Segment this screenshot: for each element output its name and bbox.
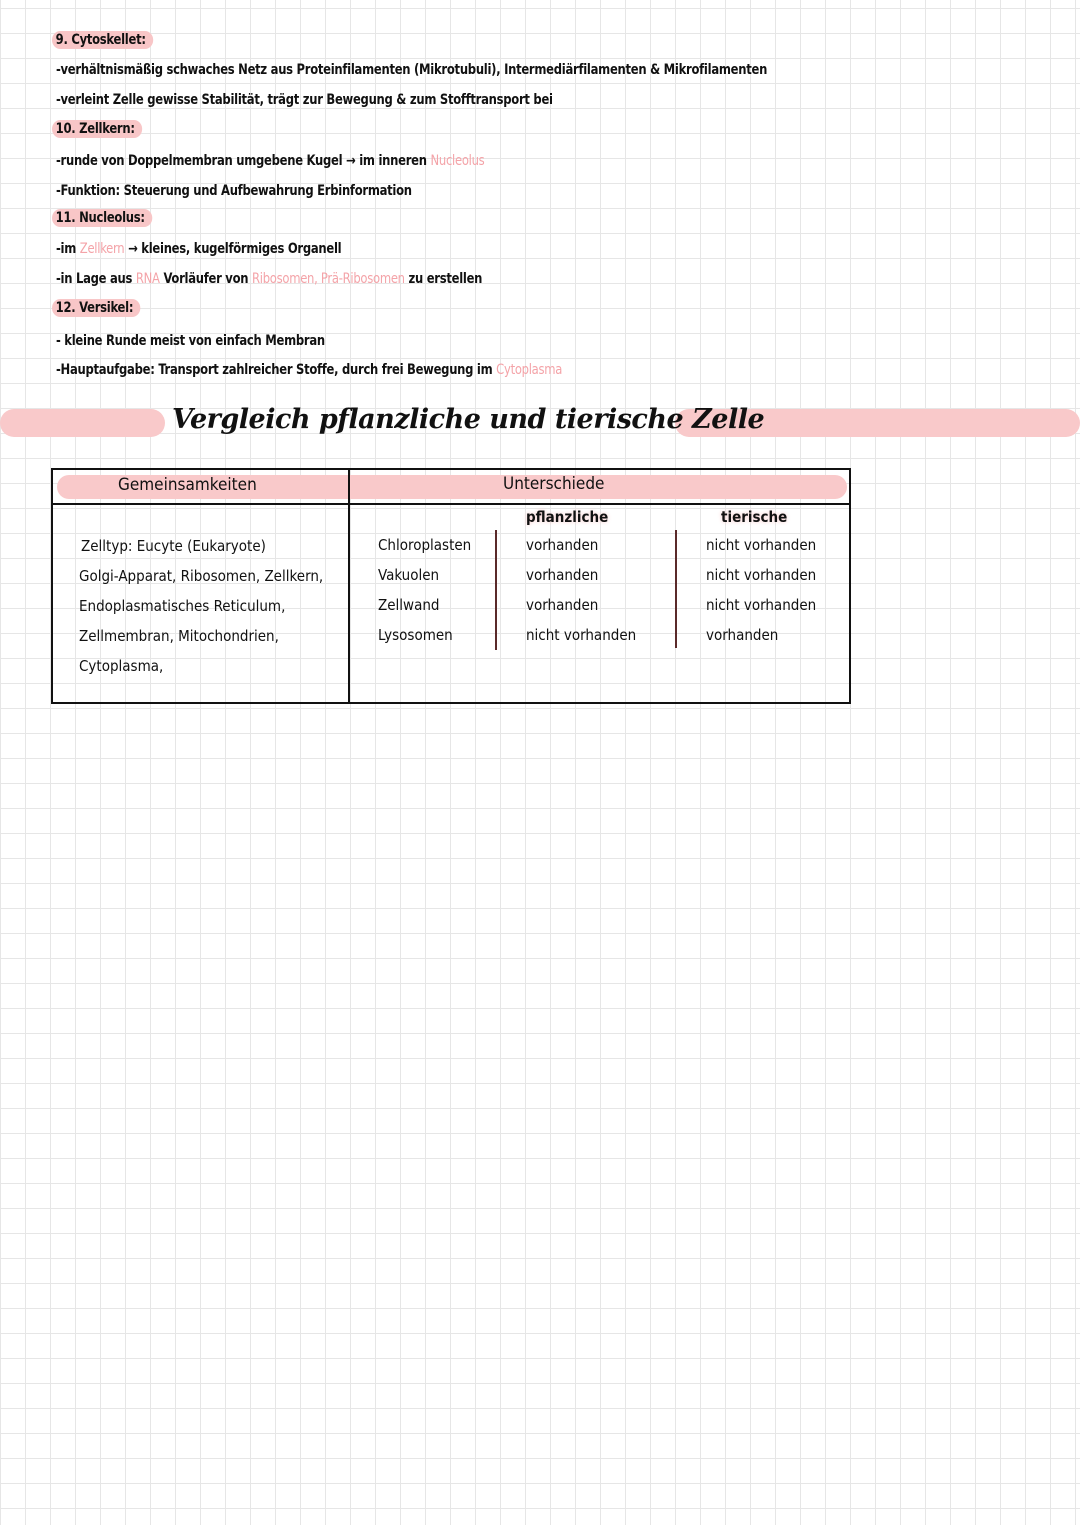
note-line [56,183,412,199]
highlighted-term: RNA [135,271,160,287]
text-segment: -Funktion: Steuerung und Aufbewahrung Erbinformation [56,183,412,199]
banner-left [0,409,165,437]
separator [675,530,677,648]
highlighted-term: Nucleolus [430,153,485,169]
table-header [53,470,849,505]
row-item: Vakuolen [378,566,440,584]
heading-text: 10. Zellkern: [52,120,142,138]
row-animal: nicht vorhanden [706,536,817,554]
row-item: Lysosomen [378,626,453,644]
comparison-table [51,468,851,704]
heading-text: 9. Cytoskellet: [52,31,153,49]
row-plant: nicht vorhanden [526,626,637,644]
header-common: Gemeinsamkeiten [118,475,257,495]
note-line [56,241,341,257]
section-heading [52,210,152,226]
note-line [56,92,553,108]
section-heading [52,32,153,48]
text-segment: -verhältnismäßig schwaches Netz aus Proteinfilamenten (Mikrotubuli), Intermediärfilamenten & Mikrofilamenten [56,62,768,78]
common-item: Endoplasmatisches Reticulum, [79,597,286,615]
common-item: Zelltyp: Eucyte (Eukaryote) [81,537,266,555]
row-item: Chloroplasten [378,536,472,554]
text-segment: -im [56,241,80,257]
common-item: Cytoplasma, [79,657,164,675]
text-segment: Vorläufer von [159,271,253,287]
highlighted-term: Ribosomen, Prä-Ribosomen [252,271,405,287]
row-animal: nicht vorhanden [706,566,817,584]
column-divider [348,470,350,702]
text-segment: -verleint Zelle gewisse Stabilität, trägt zur Bewegung & zum Stofftransport bei [56,92,553,108]
text-segment: - kleine Runde meist von einfach Membran [56,333,325,349]
section-heading [52,300,141,316]
text-segment: → kleines, kugelförmiges Organell [124,241,342,257]
note-line [56,62,767,78]
row-plant: vorhanden [526,536,599,554]
note-line [56,362,562,378]
section-heading [52,121,142,137]
highlighted-term: Cytoplasma [496,362,563,378]
heading-text: 11. Nucleolus: [52,209,152,227]
highlighted-term: Zellkern [79,241,125,257]
common-item: Zellmembran, Mitochondrien, [79,627,279,645]
row-plant: vorhanden [526,566,599,584]
text-segment: -in Lage aus [56,271,136,287]
text-segment: -Hauptaufgabe: Transport zahlreicher Stoffe, durch frei Bewegung im [56,362,497,378]
header-differences: Unterschiede [503,474,605,494]
note-line [56,333,325,349]
section-title: Vergleich pflanzliche und tierische Zelle [172,404,765,435]
heading-text: 12. Versikel: [52,299,141,317]
row-animal: vorhanden [706,626,779,644]
row-animal: nicht vorhanden [706,596,817,614]
row-plant: vorhanden [526,596,599,614]
col-animal: tierische [721,508,788,526]
note-line [56,271,482,287]
text-segment: zu erstellen [404,271,483,287]
common-item: Golgi-Apparat, Ribosomen, Zellkern, [79,567,324,585]
separator [495,530,497,650]
row-item: Zellwand [378,596,440,614]
text-segment: -runde von Doppelmembran umgebene Kugel → im inneren [56,153,431,169]
col-plant: pflanzliche [526,508,609,526]
note-line [56,153,484,169]
